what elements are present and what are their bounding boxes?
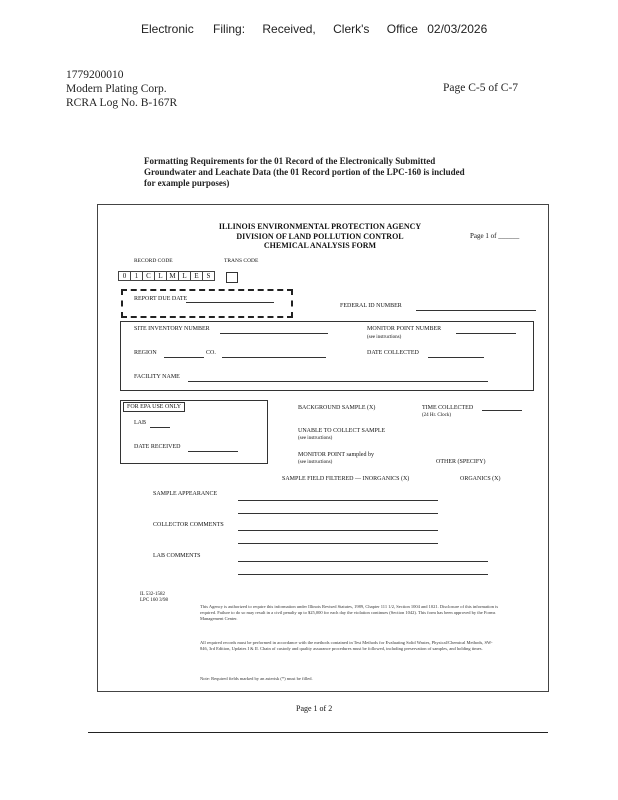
lab-line[interactable] bbox=[150, 427, 170, 428]
region-label: REGION bbox=[134, 350, 157, 356]
stamp-date: 02/03/2026 bbox=[427, 22, 488, 36]
header-block bbox=[66, 68, 177, 110]
trans-code-box[interactable] bbox=[226, 272, 238, 283]
disclosure-paragraph-1: This Agency is authorized to require this information under Illinois Revised Statutes, 1989, Chapter 111 1/2, Section 1004 and 1021. Disclosure of this information is required. Failure to do so may result in a civil penalty up to $25,000 for each day the violation continues (Section 1042). This form has been approved by the Forms Management Center. bbox=[200, 604, 499, 621]
stamp-electronic: Electronic bbox=[141, 22, 194, 36]
disclosure-paragraph-2: All required records must be performed in accordance with the methods contained in Test Methods for Evaluating Solid Wastes, Physical/Chemical Methods, SW-846, 3rd Edition, Updates I & II. Chain of custody and quality assurance procedures must be followed, including preservation of samples, and holding times. bbox=[200, 640, 493, 651]
record-char: S bbox=[203, 271, 215, 281]
background-sample-label: BACKGROUND SAMPLE (X) bbox=[298, 405, 376, 411]
lab-comments-label: LAB COMMENTS bbox=[153, 553, 201, 559]
stamp-received: Received, bbox=[262, 22, 316, 36]
division-name: DIVISION OF LAND POLLUTION CONTROL bbox=[236, 231, 404, 241]
page-reference: Page C-5 of C-7 bbox=[443, 82, 519, 94]
facility-name-label: FACILITY NAME bbox=[134, 374, 180, 380]
lab-comments-line-2[interactable] bbox=[238, 574, 488, 575]
date-collected-line[interactable] bbox=[428, 357, 484, 358]
sample-field-filtered-label: SAMPLE FIELD FILTERED — INORGANICS (X) bbox=[282, 476, 410, 482]
company-name: Modern Plating Corp. bbox=[66, 83, 167, 95]
record-char: E bbox=[191, 271, 203, 281]
doc-id: 1779200010 bbox=[66, 69, 124, 81]
intro-line-3: for example purposes) bbox=[144, 178, 230, 188]
monitor-point-label: MONITOR POINT NUMBER bbox=[367, 326, 442, 332]
report-due-date-box[interactable] bbox=[121, 289, 293, 318]
federal-id-label: FEDERAL ID NUMBER bbox=[340, 303, 402, 309]
date-collected-label: DATE COLLECTED bbox=[367, 350, 419, 356]
record-code-label: RECORD CODE bbox=[134, 258, 173, 264]
record-char: 1 bbox=[131, 271, 143, 281]
stamp-clerks: Clerk's bbox=[333, 22, 370, 36]
co-line[interactable] bbox=[222, 357, 326, 358]
record-char: L bbox=[155, 271, 167, 281]
sample-appearance-label: SAMPLE APPEARANCE bbox=[153, 491, 218, 497]
monitor-point-sampled-label: MONITOR POINT sampled by bbox=[298, 452, 374, 458]
trans-code-label: TRANS CODE bbox=[224, 258, 259, 264]
intro-line-2: Groundwater and Leachate Data (the 01 Record portion of the LPC-160 is included bbox=[144, 167, 465, 177]
sample-appearance-line-1[interactable] bbox=[238, 500, 438, 501]
record-char: C bbox=[143, 271, 155, 281]
page-footer: Page 1 of 2 bbox=[296, 704, 333, 713]
report-due-date-label: REPORT DUE DATE bbox=[134, 296, 188, 302]
time-collected-line[interactable] bbox=[482, 410, 522, 411]
date-received-line[interactable] bbox=[188, 451, 238, 452]
collector-comments-line-2[interactable] bbox=[238, 543, 438, 544]
form-heading bbox=[210, 222, 430, 251]
epa-use-label: FOR EPA USE ONLY bbox=[123, 402, 185, 412]
monitor-point-line[interactable] bbox=[456, 333, 516, 334]
other-specify-label: OTHER (SPECIFY) bbox=[436, 459, 486, 465]
organics-label: ORGANICS (X) bbox=[460, 476, 501, 482]
facility-name-line[interactable] bbox=[188, 381, 488, 382]
lab-comments-line-1[interactable] bbox=[238, 561, 488, 562]
filing-stamp bbox=[141, 22, 487, 36]
bottom-rule bbox=[88, 732, 548, 733]
site-inventory-line[interactable] bbox=[220, 333, 328, 334]
form-code-1: IL 532-1582 bbox=[140, 592, 165, 597]
monitor-point-note: (see instructions) bbox=[367, 335, 402, 340]
collector-comments-line-1[interactable] bbox=[238, 530, 438, 531]
form-footer-note: Note: Required fields marked by an asterisk (*) must be filled. bbox=[200, 676, 313, 681]
rcra-log: RCRA Log No. B-167R bbox=[66, 97, 178, 109]
federal-id-line[interactable] bbox=[416, 310, 536, 311]
form-code-2: LPC 160 3/98 bbox=[140, 598, 169, 603]
monitor-sampled-note: (see instructions) bbox=[298, 460, 333, 465]
stamp-filing: Filing: bbox=[213, 22, 246, 36]
form-code bbox=[140, 592, 168, 604]
co-label: CO. bbox=[206, 350, 216, 356]
report-due-date-line bbox=[186, 302, 274, 303]
collector-comments-label: COLLECTOR COMMENTS bbox=[153, 522, 224, 528]
record-char: L bbox=[179, 271, 191, 281]
date-received-label: DATE RECEIVED bbox=[134, 444, 181, 450]
record-char: 0 bbox=[118, 271, 131, 281]
lab-label: LAB bbox=[134, 420, 146, 426]
hr-clock-note: (24 Hr. Clock) bbox=[422, 413, 452, 418]
time-collected-label: TIME COLLECTED bbox=[422, 405, 474, 411]
sample-appearance-line-2[interactable] bbox=[238, 513, 438, 514]
unable-note: (see instructions) bbox=[298, 436, 333, 441]
form-page-of-label: Page 1 of bbox=[470, 232, 497, 240]
stamp-office: Office bbox=[386, 22, 418, 36]
site-inventory-label: SITE INVENTORY NUMBER bbox=[134, 326, 210, 332]
unable-to-collect-label: UNABLE TO COLLECT SAMPLE bbox=[298, 428, 386, 434]
agency-name: ILLINOIS ENVIRONMENTAL PROTECTION AGENCY bbox=[218, 222, 422, 231]
form-title: CHEMICAL ANALYSIS FORM bbox=[263, 241, 377, 250]
intro-text bbox=[144, 156, 465, 189]
record-char: M bbox=[167, 271, 179, 281]
intro-line-1: Formatting Requirements for the 01 Record of the Electronically Submitted bbox=[144, 156, 436, 166]
form-page-of: Page 1 of ______ bbox=[470, 232, 520, 240]
region-line[interactable] bbox=[164, 357, 204, 358]
record-code-boxes[interactable] bbox=[118, 271, 215, 281]
